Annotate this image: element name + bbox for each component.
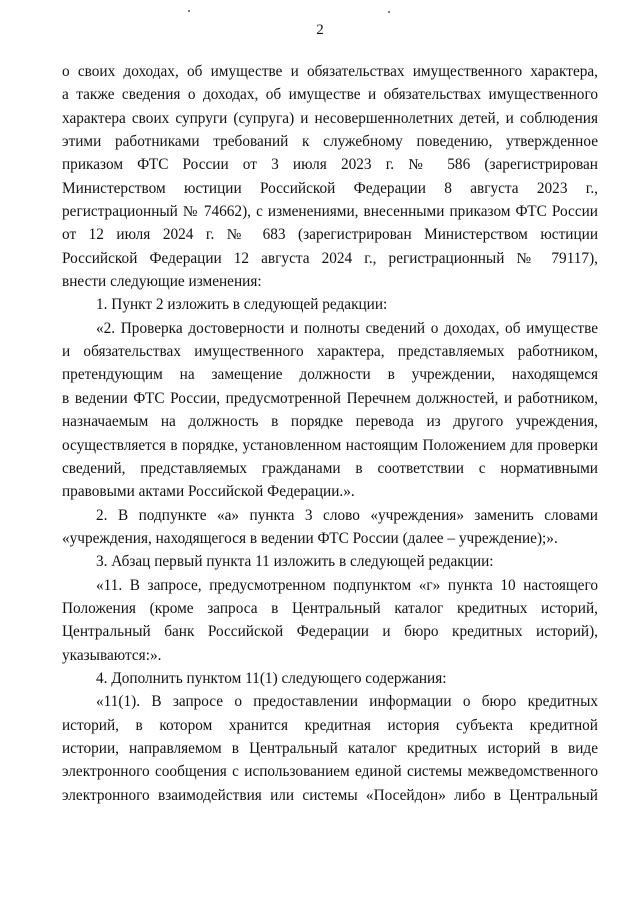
text-line: претендующим на замещение должности в учреждении, находящемся <box>62 366 598 384</box>
text-line: 4. Дополнить пунктом 11(1) следующего содержания: <box>96 669 447 687</box>
text-line: Центральный банк Российской Федерации и бюро кредитных историй), <box>62 623 598 641</box>
text-line: в ведении ФТС России, предусмотренной Перечнем должностей, и работником, <box>62 389 598 407</box>
text-line: регистрационный № 74662), с изменениями, внесенными приказом ФТС России <box>62 203 598 221</box>
text-line: внести следующие изменения: <box>62 273 262 291</box>
document-body <box>62 60 598 807</box>
text-line: Министерством юстиции Российской Федерации 8 августа 2023 г., <box>62 179 598 197</box>
scan-speck <box>188 10 190 12</box>
text-line: электронного взаимодействия или системы «Посейдон» либо в Центральный <box>62 786 598 804</box>
text-line: осуществляется в порядке, установленном настоящим Положением для проверки <box>62 436 598 454</box>
text-line: Российской Федерации 12 августа 2024 г., регистрационный № 79117), <box>62 249 598 267</box>
text-line: назначаемым на должность в порядке перевода из другого учреждения, <box>62 413 598 431</box>
text-line: истории, направляемом в Центральный каталог кредитных историй в виде <box>62 739 598 757</box>
text-line: «2. Проверка достоверности и полноты сведений о доходах, об имуществе <box>96 319 598 337</box>
text-line: «11(1). В запросе о предоставлении информации о бюро кредитных <box>96 693 598 711</box>
text-line: историй, в котором хранится кредитная история субъекта кредитной <box>62 716 598 734</box>
text-line: указываются:». <box>62 646 162 664</box>
text-line: Положения (кроме запроса в Центральный каталог кредитных историй, <box>62 599 598 617</box>
page-number: 2 <box>316 22 324 38</box>
text-line: сведений, представляемых гражданами в соответствии с нормативными <box>62 459 598 477</box>
text-line: характера своих супруги (супруга) и несовершеннолетних детей, и соблюдения <box>62 109 598 127</box>
text-line: и обязательствах имущественного характера, представляемых работником, <box>62 343 598 361</box>
text-line: «учреждения, находящегося в ведении ФТС России (далее – учреждение);». <box>62 529 558 547</box>
text-line: от 12 июля 2024 г. № 683 (зарегистрирован Министерством юстиции <box>62 226 598 244</box>
text-line: электронного сообщения с использованием единой системы межведомственного <box>62 763 598 781</box>
text-line: 2. В подпункте «а» пункта 3 слово «учреждения» заменить словами <box>96 506 598 524</box>
text-line: приказом ФТС России от 3 июля 2023 г. № 586 (зарегистрирован <box>62 156 598 174</box>
text-line: этими работниками требований к служебному поведению, утвержденное <box>62 133 598 151</box>
scan-speck <box>388 11 390 13</box>
text-line: правовыми актами Российской Федерации.». <box>62 483 355 501</box>
text-line: 1. Пункт 2 изложить в следующей редакции: <box>96 296 388 314</box>
text-line: о своих доходах, об имуществе и обязательствах имущественного характера, <box>62 63 598 80</box>
text-line: а также сведения о доходах, об имуществе и обязательствах имущественного <box>62 86 598 104</box>
text-line: 3. Абзац первый пункта 11 изложить в следующей редакции: <box>96 553 494 571</box>
text-line: «11. В запросе, предусмотренном подпунктом «г» пункта 10 настоящего <box>96 576 598 594</box>
